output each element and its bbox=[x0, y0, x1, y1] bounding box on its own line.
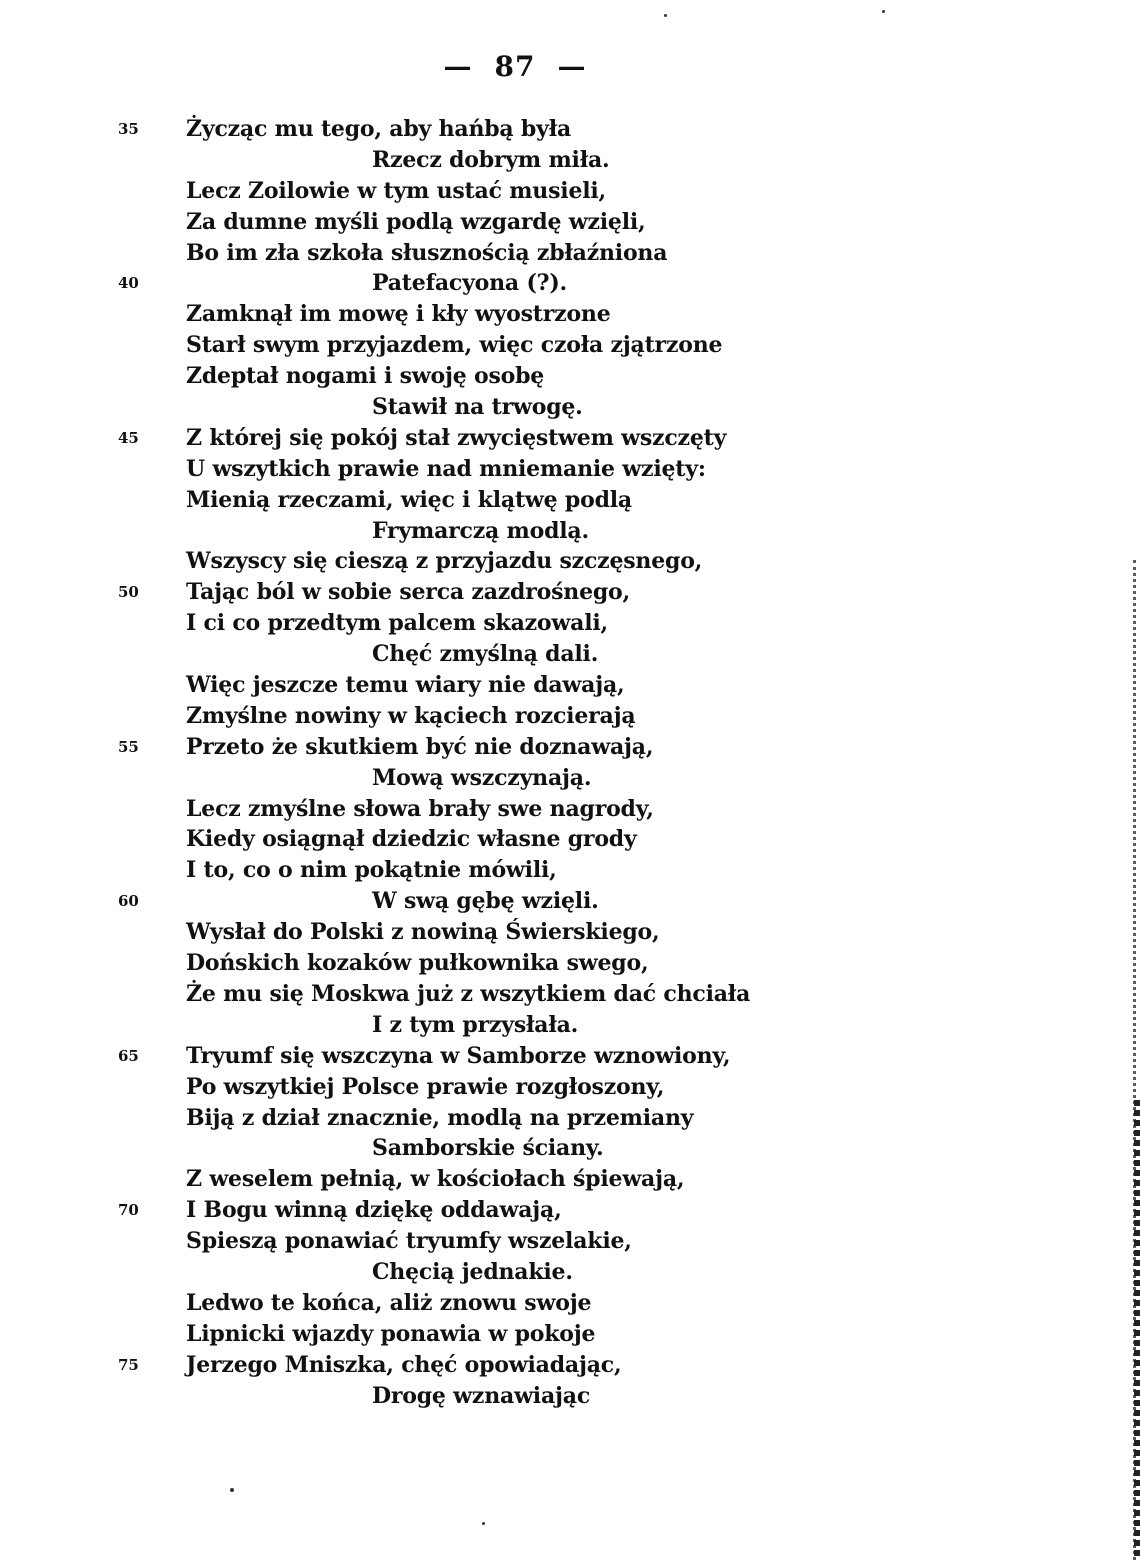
verse-line bbox=[0, 608, 1140, 639]
verse-line bbox=[0, 763, 1140, 794]
page-edge-binding bbox=[1134, 1100, 1140, 1560]
verse-line bbox=[0, 1010, 1140, 1041]
verse-line bbox=[0, 546, 1140, 577]
verse-line bbox=[0, 794, 1140, 825]
verse-text: I ci co przedtym palcem skazowali, bbox=[186, 610, 608, 637]
verse-line bbox=[0, 948, 1140, 979]
page-number: 87 bbox=[494, 50, 536, 83]
verse-text: Życząc mu tego, aby hańbą była bbox=[186, 116, 572, 142]
line-number: 40 bbox=[118, 274, 139, 293]
verse-text: Z weselem pełnią, w kościołach śpiewają, bbox=[186, 1166, 685, 1193]
verse-text: Więc jeszcze temu wiary nie dawają, bbox=[186, 672, 625, 699]
verse-line bbox=[0, 330, 1140, 361]
verse-line bbox=[0, 145, 1140, 176]
header-dash-left: — bbox=[443, 50, 473, 83]
verse-line bbox=[0, 670, 1140, 701]
verse-text: Przeto że skutkiem być nie doznawają, bbox=[186, 733, 654, 760]
verse-line bbox=[0, 268, 1140, 299]
verse-text: I to, co o nim pokątnie mówili, bbox=[186, 857, 557, 884]
verse-text: Zdeptał nogami i swoję osobę bbox=[186, 363, 545, 390]
verse-line bbox=[0, 701, 1140, 732]
verse-text-refrain: Frymarczą modlą. bbox=[372, 517, 589, 544]
verse-line bbox=[0, 1226, 1140, 1257]
ink-speck bbox=[664, 14, 667, 17]
line-number: 75 bbox=[118, 1355, 139, 1374]
verse-text: Tając ból w sobie serca zazdrośnego, bbox=[186, 579, 630, 606]
line-number: 60 bbox=[118, 892, 139, 911]
verse-text: Bo im zła szkoła słusznością zbłaźniona bbox=[186, 239, 668, 266]
verse-text: Biją z dział znacznie, modlą na przemiany bbox=[186, 1104, 694, 1131]
line-number: 55 bbox=[118, 737, 139, 756]
verse-text-refrain: Stawił na trwogę. bbox=[372, 394, 583, 421]
verse-text: Wszyscy się cieszą z przyjazdu szczęsnego, bbox=[186, 548, 703, 575]
verse-text: Zamknął im mowę i kły wyostrzone bbox=[186, 301, 611, 328]
line-number: 50 bbox=[118, 583, 139, 602]
verse-text: Lecz Zoilowie w tym ustać musieli, bbox=[186, 177, 607, 204]
verse-line bbox=[0, 732, 1140, 763]
verse-line bbox=[0, 238, 1140, 269]
verse-text: U wszytkich prawie nad mniemanie wzięty: bbox=[186, 455, 706, 482]
verse-line bbox=[0, 1381, 1140, 1412]
page-header bbox=[0, 50, 1030, 83]
line-number: 45 bbox=[118, 428, 139, 447]
verse-line bbox=[0, 299, 1140, 330]
verse-text: Dońskich kozaków pułkownika swego, bbox=[186, 950, 649, 977]
verse-text-refrain: I z tym przysłała. bbox=[372, 1011, 579, 1038]
verse-text: Kiedy osiągnął dziedzic własne grody bbox=[186, 826, 637, 853]
verse-line bbox=[0, 824, 1140, 855]
verse-line bbox=[0, 114, 1140, 145]
verse-line bbox=[0, 886, 1140, 917]
verse-line bbox=[0, 485, 1140, 516]
verse-text-refrain: Mową wszczynają. bbox=[372, 764, 592, 791]
verse-text-refrain: Chęcią jednakie. bbox=[372, 1258, 573, 1285]
poem-body bbox=[0, 114, 1140, 1411]
verse-line bbox=[0, 1257, 1140, 1288]
verse-line bbox=[0, 392, 1140, 423]
verse-text: Ledwo te końca, aliż znowu swoje bbox=[186, 1289, 592, 1316]
ink-speck bbox=[230, 1488, 234, 1492]
verse-line bbox=[0, 979, 1140, 1010]
verse-line bbox=[0, 1041, 1140, 1072]
verse-line bbox=[0, 454, 1140, 485]
verse-text: Starł swym przyjazdem, więc czoła zjątrzone bbox=[186, 332, 723, 359]
verse-text-refrain: Samborskie ściany. bbox=[372, 1135, 604, 1162]
verse-line bbox=[0, 516, 1140, 547]
verse-line bbox=[0, 1072, 1140, 1103]
verse-text: Lecz zmyślne słowa brały swe nagrody, bbox=[186, 795, 654, 822]
verse-text-refrain: Rzecz dobrym miła. bbox=[372, 146, 610, 173]
verse-text: Lipnicki wjazdy ponawia w pokoje bbox=[186, 1320, 596, 1347]
verse-line bbox=[0, 1350, 1140, 1381]
verse-text: Za dumne myśli podlą wzgardę wzięli, bbox=[186, 208, 646, 235]
line-number: 70 bbox=[118, 1201, 139, 1220]
verse-text: Tryumf się wszczyna w Samborze wznowiony, bbox=[186, 1042, 731, 1069]
ink-speck bbox=[482, 1522, 485, 1525]
header-dash-right: — bbox=[557, 50, 587, 83]
ink-speck bbox=[882, 10, 885, 13]
verse-line bbox=[0, 207, 1140, 238]
verse-line bbox=[0, 1133, 1140, 1164]
verse-text: Spieszą ponawiać tryumfy wszelakie, bbox=[186, 1228, 632, 1255]
verse-text: Że mu się Moskwa już z wszytkiem dać chciała bbox=[186, 980, 751, 1007]
verse-text: Wysłał do Polski z nowiną Świerskiego, bbox=[186, 919, 660, 946]
verse-line bbox=[0, 176, 1140, 207]
verse-text: Jerzego Mniszka, chęć opowiadając, bbox=[186, 1351, 622, 1378]
verse-text: I Bogu winną dziękę oddawają, bbox=[186, 1197, 562, 1224]
verse-line bbox=[0, 855, 1140, 886]
verse-line bbox=[0, 1319, 1140, 1350]
verse-line bbox=[0, 577, 1140, 608]
verse-line bbox=[0, 423, 1140, 454]
verse-text-refrain: W swą gębę wzięli. bbox=[372, 888, 599, 915]
verse-text: Z której się pokój stał zwycięstwem wszczęty bbox=[186, 424, 727, 451]
verse-line bbox=[0, 1195, 1140, 1226]
verse-text: Mienią rzeczami, więc i klątwę podlą bbox=[186, 486, 632, 513]
line-number: 35 bbox=[118, 120, 139, 138]
verse-line bbox=[0, 1164, 1140, 1195]
verse-line bbox=[0, 1288, 1140, 1319]
verse-text: Zmyślne nowiny w kąciech rozcierają bbox=[186, 702, 636, 729]
verse-text-refrain: Chęć zmyślną dali. bbox=[372, 641, 599, 668]
verse-line bbox=[0, 1103, 1140, 1134]
verse-line bbox=[0, 917, 1140, 948]
verse-text: Po wszytkiej Polsce prawie rozgłoszony, bbox=[186, 1073, 665, 1100]
line-number: 65 bbox=[118, 1046, 139, 1065]
verse-line bbox=[0, 361, 1140, 392]
verse-line bbox=[0, 639, 1140, 670]
verse-text-refrain: Patefacyona (?). bbox=[372, 270, 568, 297]
verse-text-refrain: Drogę wznawiając bbox=[372, 1382, 591, 1409]
